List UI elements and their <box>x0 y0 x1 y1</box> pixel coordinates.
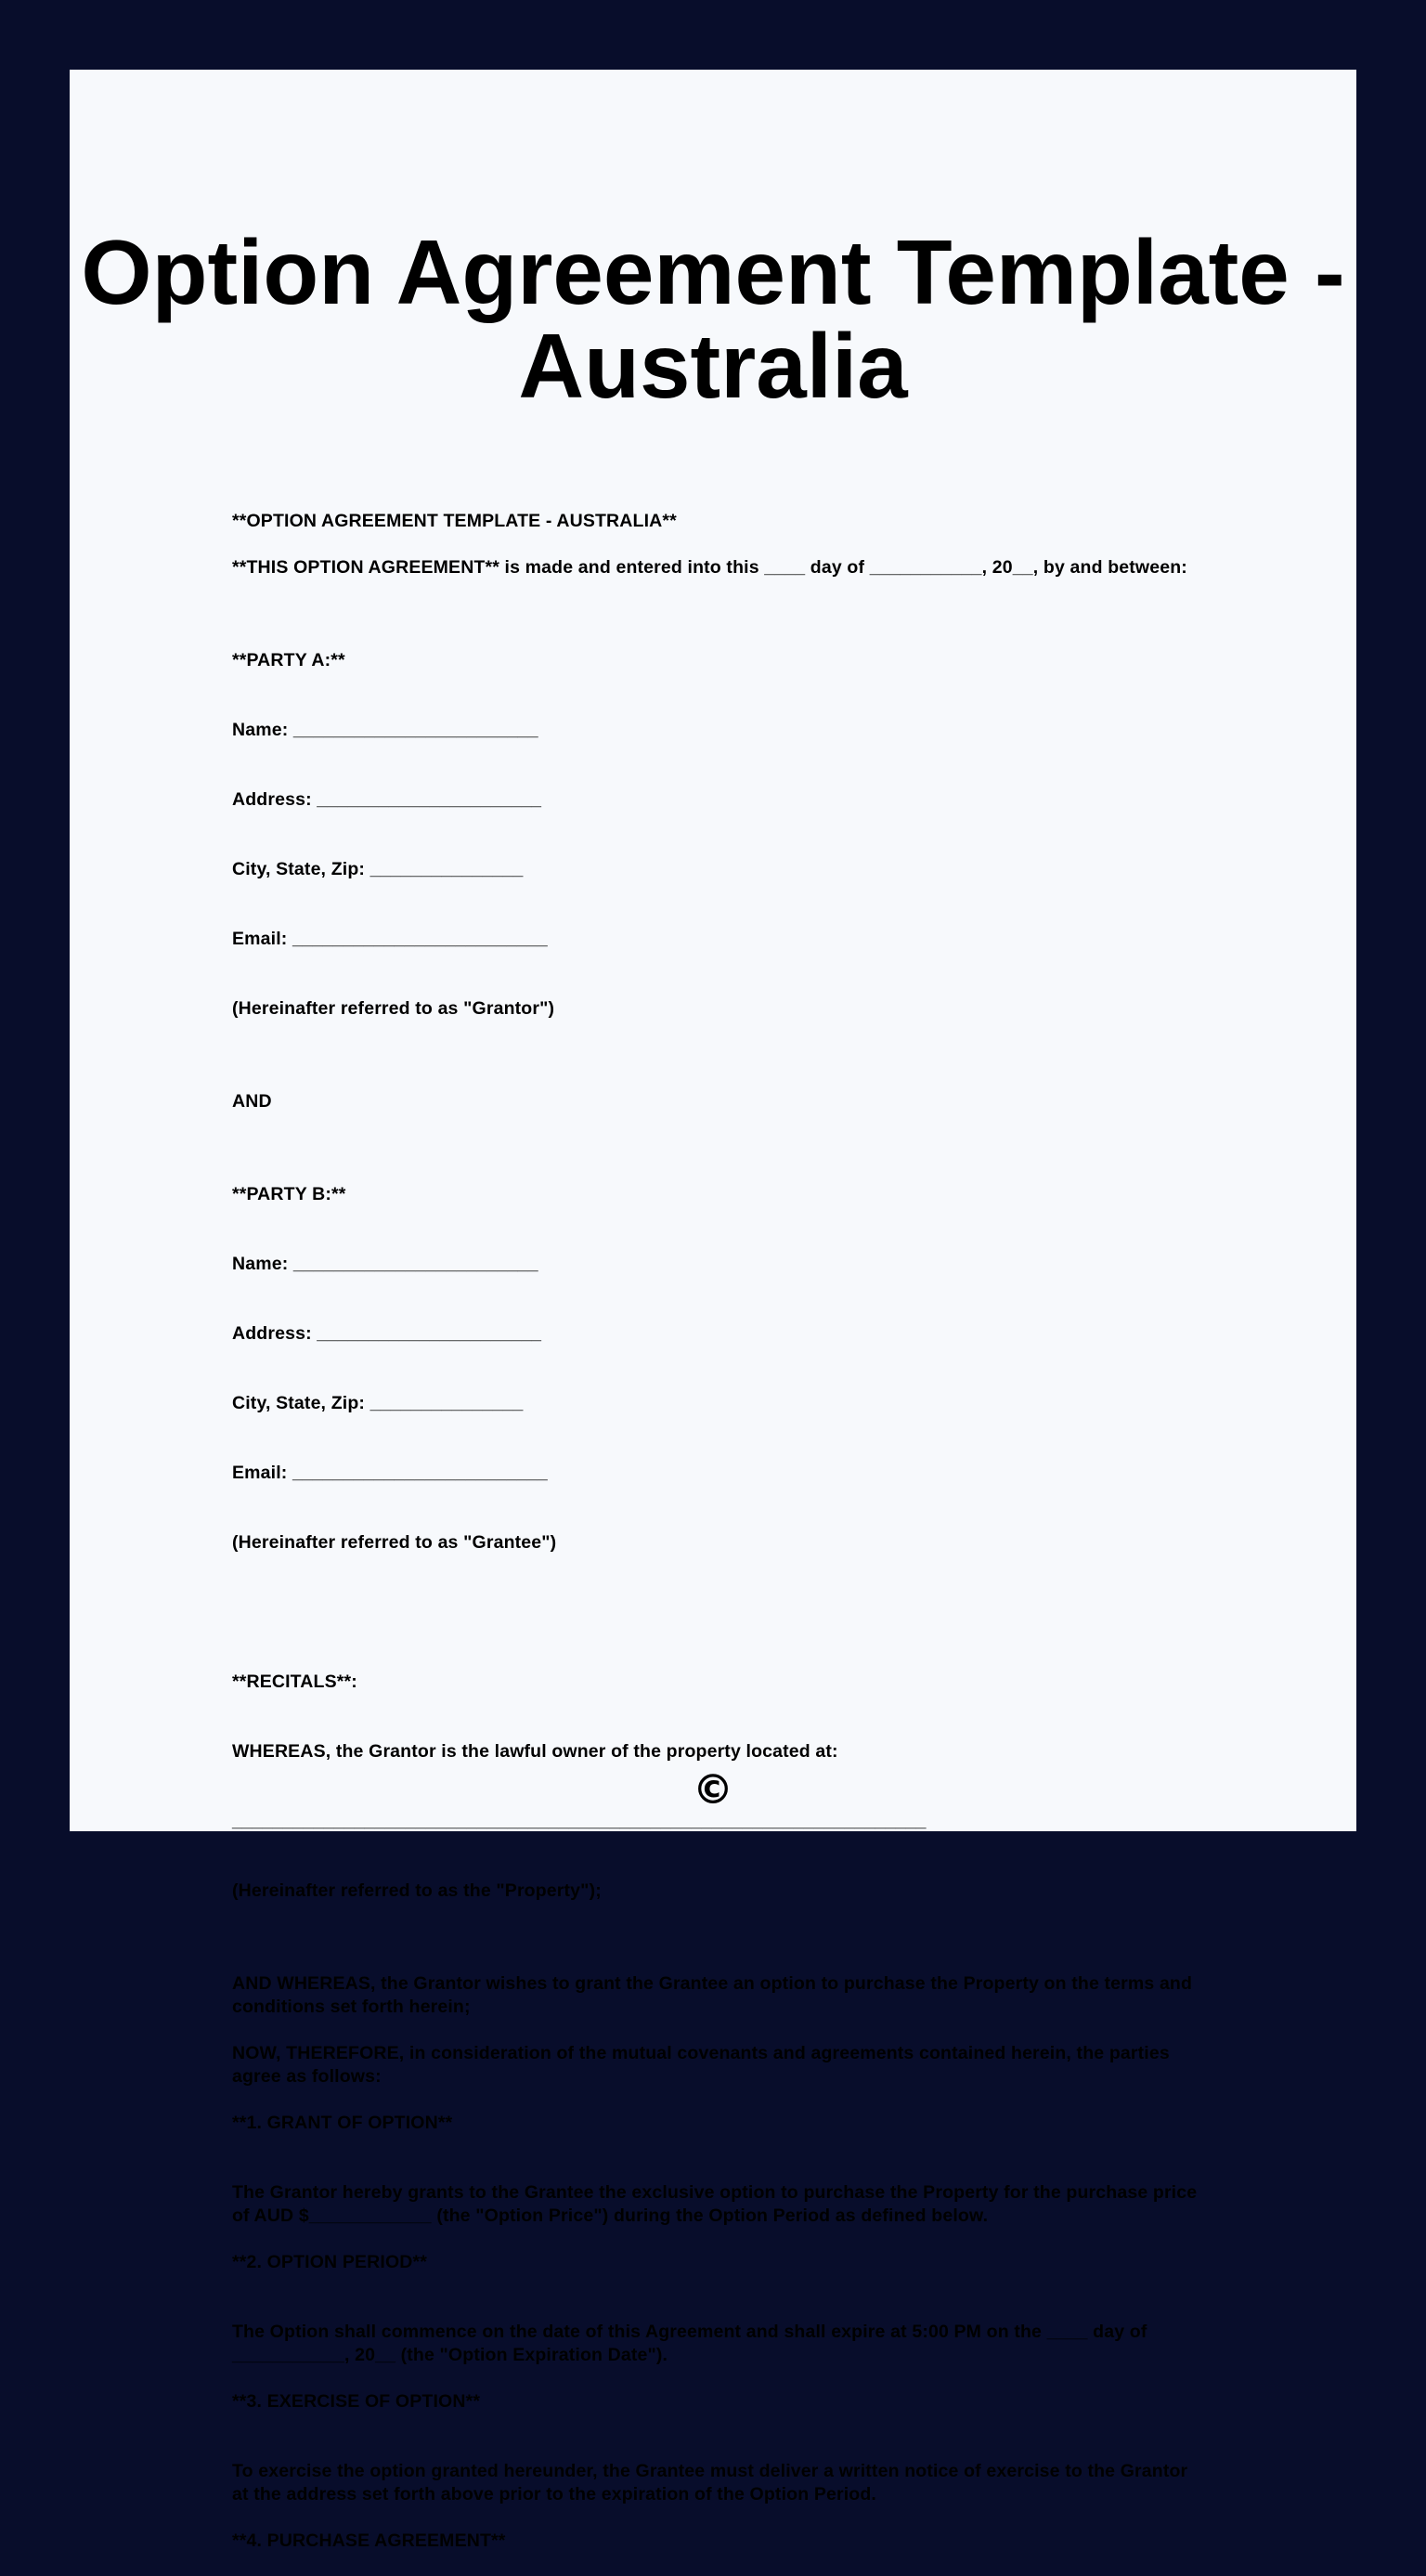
property-reference: (Hereinafter referred to as the "Property"); <box>232 1880 602 1901</box>
and-whereas-paragraph: AND WHEREAS, the Grantor wishes to grant the Grantee an option to purchase the Property on the terms and conditions set forth herein; <box>232 1973 1198 2017</box>
party-b-name-field: Name: ________________________ <box>232 1254 538 1274</box>
party-b-reference: (Hereinafter referred to as "Grantee") <box>232 1532 557 1553</box>
property-address-blank: ____________________________________________________________________ <box>232 1811 927 1831</box>
title-line-1: Option Agreement Template - <box>81 221 1345 323</box>
and-separator: AND <box>232 1091 272 1112</box>
document-header: **OPTION AGREEMENT TEMPLATE - AUSTRALIA** <box>232 511 677 531</box>
recitals-label: **RECITALS**: <box>232 1672 357 1692</box>
party-a-block <box>232 603 1198 1067</box>
party-b-block <box>232 1137 1198 1601</box>
section-heading-purchase-agreement: **4. PURCHASE AGREEMENT** <box>232 2530 506 2551</box>
party-b-email-field: Email: _________________________ <box>232 1463 548 1483</box>
party-a-label: **PARTY A:** <box>232 650 345 670</box>
now-therefore-paragraph: NOW, THEREFORE, in consideration of the mutual covenants and agreements contained herein, the parties agree as follows: <box>232 2043 1175 2087</box>
section-heading-grant-of-option: **1. GRANT OF OPTION** <box>232 2113 453 2133</box>
party-a-name-field: Name: ________________________ <box>232 720 538 740</box>
document-body <box>232 510 1202 2576</box>
recitals-whereas: WHEREAS, the Grantor is the lawful owner of the property located at: <box>232 1741 838 1762</box>
party-a-reference: (Hereinafter referred to as "Grantor") <box>232 998 555 1019</box>
section-body-option-period: The Option shall commence on the date of this Agreement and shall expire at 5:00 PM on the ____ day of ___________, 20__ (the "Option Expiration Date"). <box>232 2322 1153 2365</box>
party-b-city-field: City, State, Zip: _______________ <box>232 1393 524 1413</box>
section-body-grant-of-option: The Grantor hereby grants to the Grantee the exclusive option to purchase the Property for the purchase price of AUD $____________ (the "Option Price") during the Option Period as defined below. <box>232 2182 1202 2226</box>
section-heading-option-period: **2. OPTION PERIOD** <box>232 2252 427 2272</box>
party-b-label: **PARTY B:** <box>232 1184 346 1204</box>
section-body-exercise-of-option: To exercise the option granted hereunder, the Grantee must deliver a written notice of exercise to the Grantor at the address set forth above prior to the expiration of the Option Period. <box>232 2461 1193 2504</box>
intro-paragraph: **THIS OPTION AGREEMENT** is made and entered into this ____ day of ___________, 20__, by and between: <box>232 557 1187 578</box>
party-a-email-field: Email: _________________________ <box>232 929 548 949</box>
party-a-city-field: City, State, Zip: _______________ <box>232 859 524 879</box>
party-a-address-field: Address: ______________________ <box>232 789 542 810</box>
document-title <box>0 221 1426 417</box>
party-b-address-field: Address: ______________________ <box>232 1323 542 1344</box>
copyright-icon: © <box>693 1766 733 1814</box>
title-line-2: Australia <box>518 315 908 417</box>
section-heading-exercise-of-option: **3. EXERCISE OF OPTION** <box>232 2391 481 2412</box>
